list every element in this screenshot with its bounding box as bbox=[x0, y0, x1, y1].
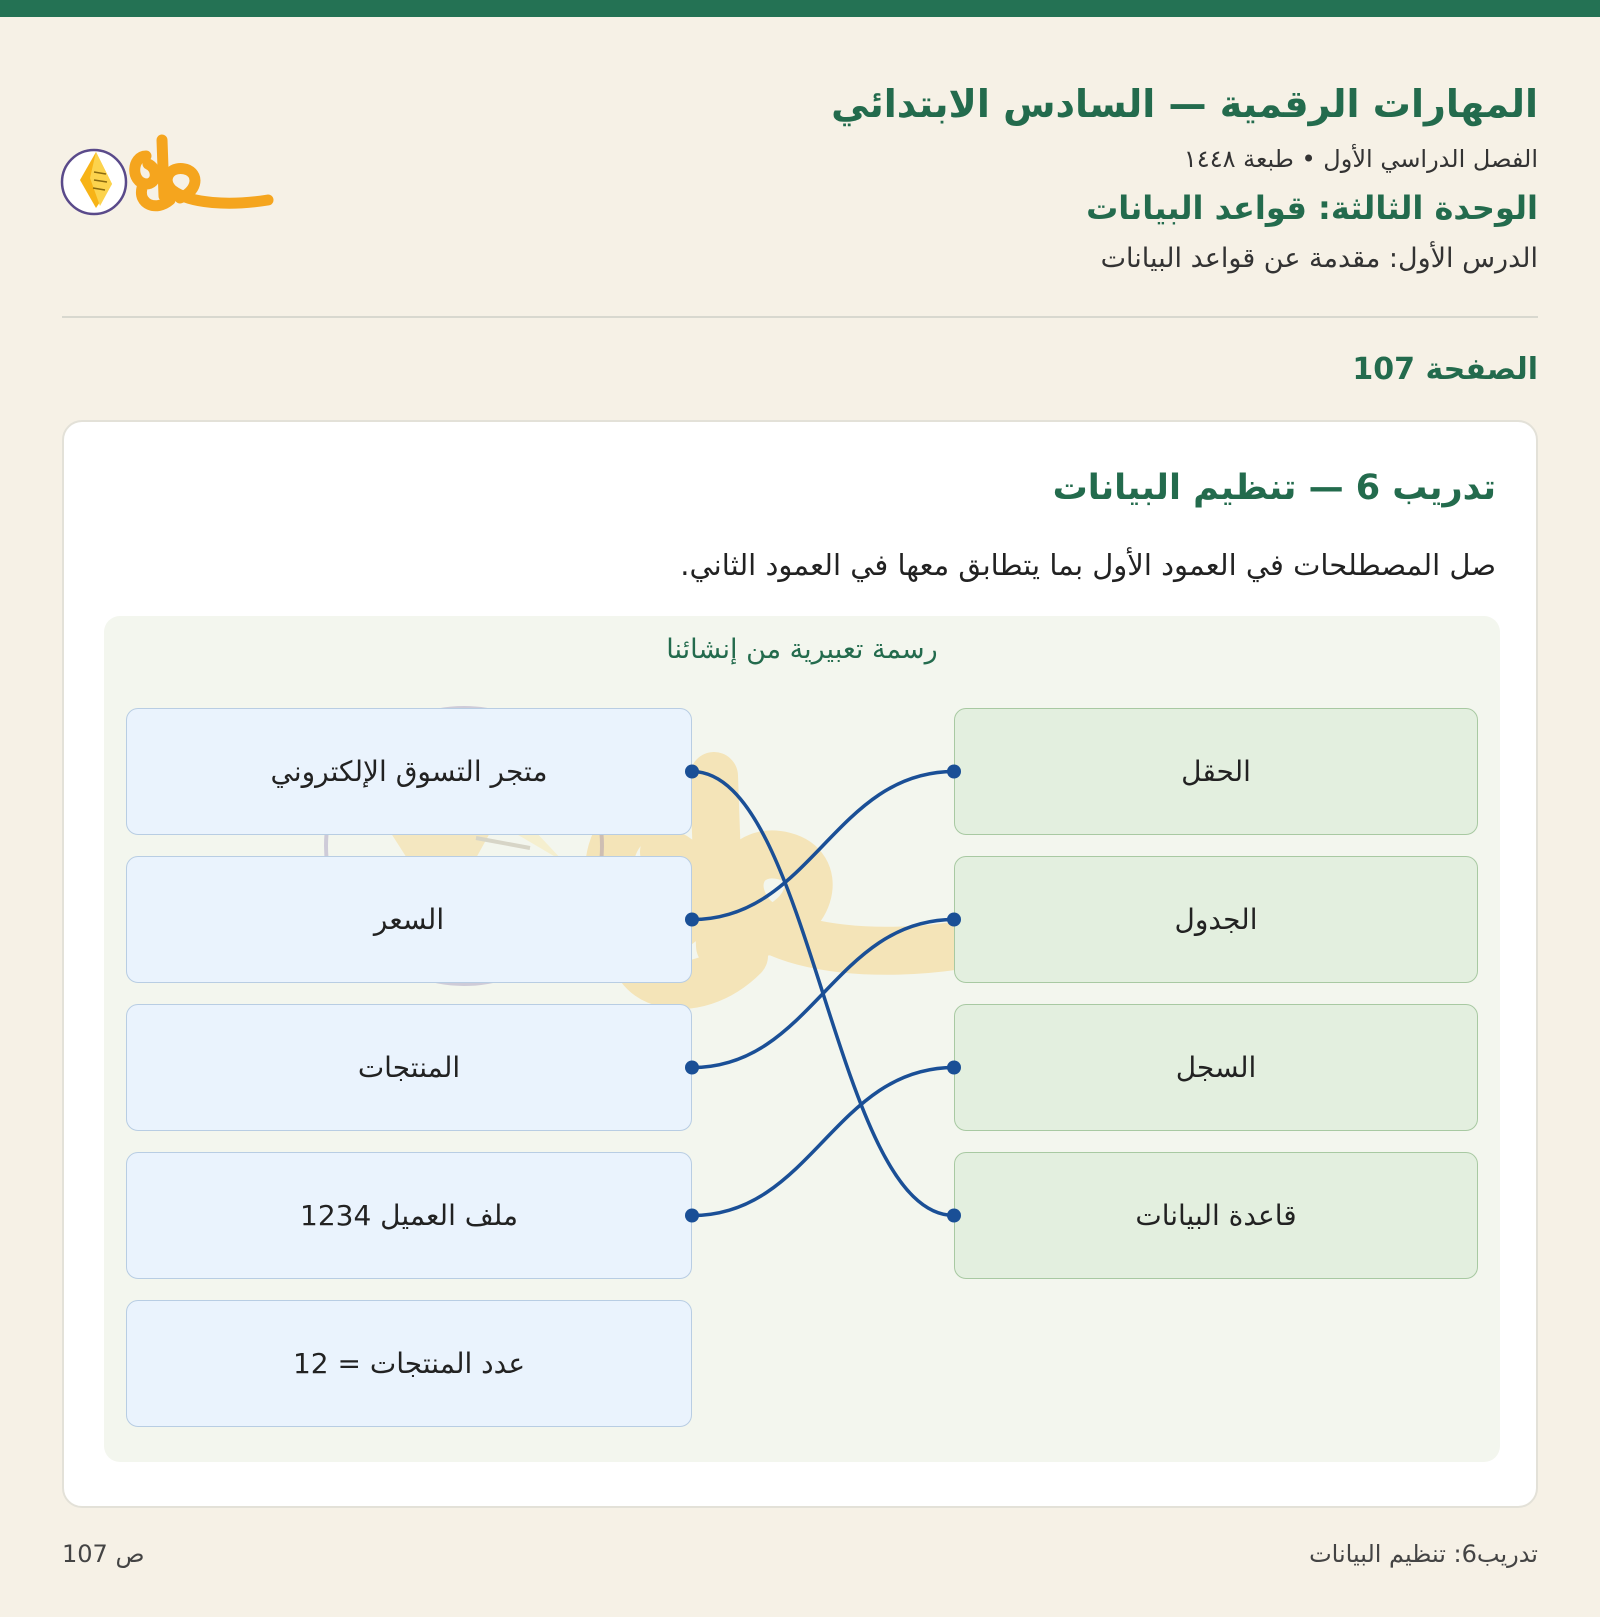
unit-title: الوحدة الثالثة: قواعد البيانات bbox=[1086, 189, 1538, 227]
right-item-record: السجل bbox=[954, 1004, 1478, 1131]
page-header bbox=[638, 78, 1538, 278]
match-lines bbox=[104, 616, 1500, 1462]
logo-text: حلول bbox=[220, 222, 223, 223]
right-item-database: قاعدة البيانات bbox=[954, 1152, 1478, 1279]
exercise-title: تدريب 6 — تنظيم البيانات bbox=[1052, 468, 1496, 508]
match-dot-right-0 bbox=[947, 765, 961, 779]
lesson-title: الدرس الأول: مقدمة عن قواعد البيانات bbox=[1100, 243, 1538, 274]
match-line-0 bbox=[692, 772, 954, 920]
diagram-caption: رسمة تعبيرية من إنشائنا bbox=[666, 634, 938, 665]
right-item-field: الحقل bbox=[954, 708, 1478, 835]
header-divider bbox=[62, 316, 1538, 318]
hulul-logo bbox=[60, 128, 280, 224]
left-item-products: المنتجات bbox=[126, 1004, 692, 1131]
match-dot-left-0 bbox=[685, 913, 699, 927]
right-item-table: الجدول bbox=[954, 856, 1478, 983]
match-line-3 bbox=[692, 772, 954, 1216]
left-item-online-store: متجر التسوق الإلكتروني bbox=[126, 708, 692, 835]
match-line-2 bbox=[692, 1068, 954, 1216]
match-dot-left-1 bbox=[685, 1061, 699, 1075]
exercise-instruction: صل المصطلحات في العمود الأول بما يتطابق معها في العمود الثاني. bbox=[680, 548, 1496, 582]
footer-exercise-ref: تدريب6: تنظيم البيانات bbox=[1309, 1540, 1538, 1568]
match-dot-right-1 bbox=[947, 913, 961, 927]
left-item-customer-file: ملف العميل 1234 bbox=[126, 1152, 692, 1279]
page-number-label: الصفحة 107 bbox=[1352, 352, 1538, 387]
left-item-price: السعر bbox=[126, 856, 692, 983]
book-title: المهارات الرقمية — السادس الابتدائي bbox=[831, 82, 1538, 126]
term-edition: الفصل الدراسي الأول • طبعة ١٤٤٨ bbox=[1183, 145, 1538, 173]
top-accent-bar bbox=[0, 0, 1600, 17]
left-item-products-count: عدد المنتجات = 12 bbox=[126, 1300, 692, 1427]
matching-diagram bbox=[104, 616, 1500, 1462]
match-dot-left-2 bbox=[685, 1209, 699, 1223]
match-dot-right-3 bbox=[947, 1209, 961, 1223]
footer-page-ref: ص 107 bbox=[62, 1540, 145, 1568]
match-dot-left-3 bbox=[685, 765, 699, 779]
exercise-card bbox=[62, 420, 1538, 1508]
match-dot-right-2 bbox=[947, 1061, 961, 1075]
